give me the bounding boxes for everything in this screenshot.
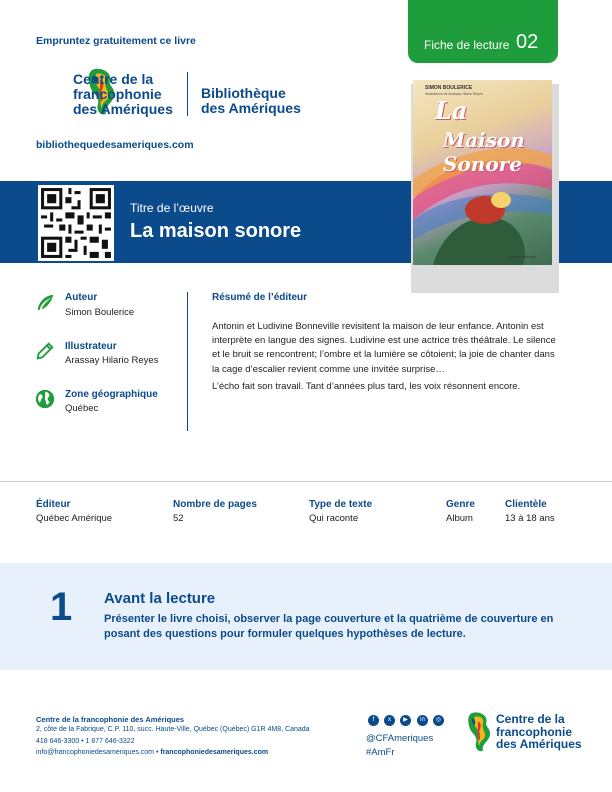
fiche-number: 02 (516, 31, 539, 53)
globe-icon (34, 388, 56, 410)
instagram-icon[interactable]: ◎ (433, 715, 444, 726)
biblio-line-1: Bibliothèque (201, 85, 286, 101)
resume-paragraph-1: Antonin et Ludivine Bonneville revisitent la maison de leur enfance. Antonin est interprète en langue des signes. Ludivine est une actrice très théâtrale. Le silence et le bruit se rencontrent; l’ombre et la lumière se côtoient; la joie de chanter dans la cage d’escalier revient comme une invitée surprise… (212, 321, 556, 375)
cover-author: SIMON BOULERICE (425, 85, 473, 91)
cover-title-line-1: La (435, 96, 468, 125)
footer-email-link[interactable]: info@francophoniedesameriques.com (36, 749, 155, 756)
footer-logo-line-3: des Amériques (496, 737, 582, 751)
youtube-icon[interactable]: ▶ (400, 715, 411, 726)
clientele-value: 13 à 18 ans (505, 513, 555, 524)
pages-value: 52 (173, 513, 184, 524)
step-title: Avant la lecture (104, 590, 216, 607)
zone-label: Zone géographique (65, 389, 158, 400)
book-title: La maison sonore (130, 220, 302, 242)
quill-icon (34, 292, 56, 314)
zone-value: Québec (65, 403, 99, 414)
footer-separator: • (154, 749, 161, 756)
linkedin-icon[interactable]: in (417, 715, 428, 726)
logo-line-2: francophonie (73, 86, 162, 102)
footer-address: 2, côte de la Fabrique, C.P. 110, succ. Haute-Ville, Québec (Québec) G1R 4M8, Canada (36, 726, 310, 733)
fiche-label: Fiche de lecture (424, 38, 510, 52)
resume-label: Résumé de l’éditeur (212, 292, 308, 303)
editeur-label: Éditeur (36, 499, 71, 510)
meta-divider (0, 481, 612, 482)
logo-divider (187, 72, 188, 116)
footer-logo-line-2: francophonie (496, 724, 573, 739)
cover-illustrator: Illustrations de Arassay Hilario Reyes (425, 92, 483, 96)
step-number: 1 (50, 585, 73, 629)
footer-contact-line (36, 749, 268, 756)
book-cover (413, 80, 552, 265)
social-handle[interactable]: @CFAmeriques (366, 733, 434, 744)
footer-org: Centre de la francophonie des Amériques (36, 715, 185, 724)
qr-code-icon[interactable] (38, 185, 114, 261)
logo-line-1: Centre de la (73, 71, 154, 87)
cover-publisher: Québec Amérique (508, 255, 537, 259)
resume-paragraph-2: L’écho fait son travail. Tant d’années plus tard, les voix résonnent encore. (212, 381, 521, 392)
footer-site-link[interactable]: francophoniedesameriques.com (160, 749, 269, 756)
column-divider (187, 292, 188, 431)
type-label: Type de texte (309, 499, 373, 510)
cover-title-line-2: Maison Sonore (443, 128, 525, 176)
illustrator-label: Illustrateur (65, 341, 117, 352)
step-text: Présenter le livre choisi, observer la page couverture et la quatrième de couverture en posant des questions pour formuler quelques hypothèses de lecture. (104, 613, 554, 640)
logo-line-3: des Amériques (73, 101, 173, 117)
x-icon[interactable]: x (384, 715, 395, 726)
genre-value: Album (446, 513, 473, 524)
clientele-label: Clientèle (505, 499, 547, 510)
biblio-logo-text (201, 86, 301, 116)
author-value: Simon Boulerice (65, 307, 135, 318)
borrow-link[interactable]: Empruntez gratuitement ce livre (36, 35, 196, 47)
footer-logo-line-1: Centre de la (496, 712, 565, 726)
biblio-line-2: des Amériques (201, 100, 301, 116)
pencil-icon (34, 340, 56, 362)
fiche-tab (408, 0, 558, 63)
editeur-value: Québec Amérique (36, 513, 113, 524)
social-hashtag[interactable]: #AmFr (366, 747, 395, 758)
illustrator-value: Arassay Hilario Reyes (65, 355, 159, 366)
pages-label: Nombre de pages (173, 499, 257, 510)
author-label: Auteur (65, 292, 98, 303)
library-site-link[interactable]: bibliothequedesameriques.com (36, 139, 194, 151)
cfa-logo-text (73, 72, 173, 117)
genre-label: Genre (446, 499, 475, 510)
footer-logo-text (496, 713, 582, 751)
facebook-icon[interactable]: f (368, 715, 379, 726)
type-value: Qui raconte (309, 513, 359, 524)
footer-phones: 418 646-3300 • 1 877 646-3322 (36, 738, 135, 745)
title-label: Titre de l’œuvre (130, 201, 214, 215)
